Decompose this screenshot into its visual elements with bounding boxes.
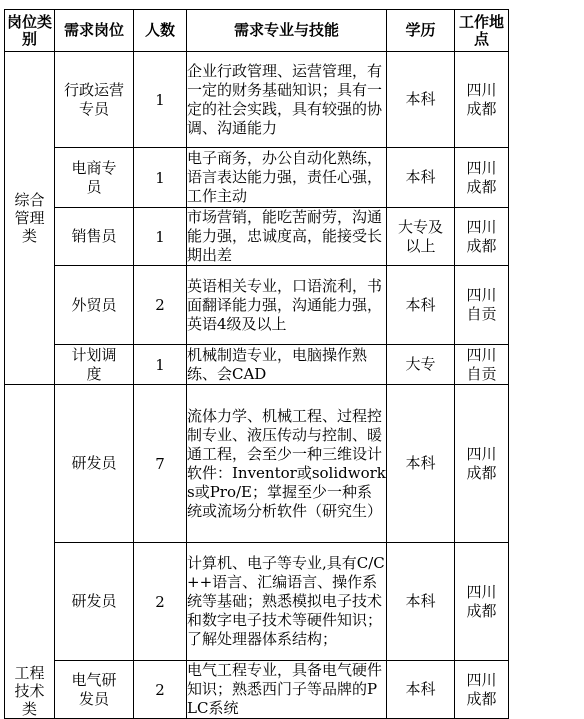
location-city: 成都 — [466, 236, 497, 255]
table-header-row — [5, 10, 509, 52]
location-province: 四川 — [466, 345, 497, 364]
location-cell — [455, 543, 509, 661]
header-count: 人数 — [134, 10, 187, 52]
category-label: 工程技术类 — [14, 664, 45, 718]
location-cell — [455, 148, 509, 208]
education-cell: 本科 — [387, 266, 455, 345]
position-cell — [55, 661, 134, 719]
requirements-cell: 电子商务，办公自动化熟练，语言表达能力强，责任心强，工作主动 — [187, 148, 387, 208]
position-label: 行政运营专员 — [64, 80, 125, 118]
count-cell: 1 — [134, 345, 187, 385]
location-province: 四川 — [466, 286, 497, 304]
position-cell: 研发员 — [55, 385, 134, 543]
table-row — [5, 208, 509, 266]
count-cell: 2 — [134, 543, 187, 661]
table-row — [5, 148, 509, 208]
table-row — [5, 266, 509, 345]
requirements-cell: 电气工程专业，具备电气硬件知识；熟悉西门子等品牌的PLC系统 — [187, 661, 387, 719]
education-label: 大专及以上 — [397, 217, 443, 255]
location-province: 四川 — [466, 670, 497, 689]
location-city: 成都 — [466, 689, 497, 708]
header-location: 工作地点 — [455, 10, 509, 52]
header-position: 需求岗位 — [55, 10, 134, 52]
location-city: 自贡 — [466, 364, 497, 383]
location-cell — [455, 208, 509, 266]
position-cell: 外贸员 — [55, 266, 134, 345]
requirements-cell: 流体力学、机械工程、过程控制专业、液压传动与控制、暖通工程，会至少一种三维设计软件：Inventor或solidworks或Pro/E；掌握至少一种系统或流场分析软件（研究生） — [187, 385, 387, 543]
requirements-cell: 企业行政管理、运营管理，有一定的财务基础知识；具有一定的社会实践，具有较强的协调、沟通能力 — [187, 52, 387, 148]
count-cell: 1 — [134, 208, 187, 266]
location-city: 成都 — [466, 463, 497, 482]
education-cell: 本科 — [387, 52, 455, 148]
location-city: 自贡 — [466, 305, 497, 323]
header-category: 岗位类别 — [5, 10, 55, 52]
count-cell: 2 — [134, 661, 187, 719]
education-cell: 大专 — [387, 345, 455, 385]
location-cell — [455, 52, 509, 148]
location-city: 成都 — [466, 99, 497, 118]
job-requirements-table — [4, 9, 509, 719]
location-cell — [455, 385, 509, 543]
count-cell: 7 — [134, 385, 187, 543]
location-province: 四川 — [466, 444, 497, 463]
position-label: 电气研发员 — [71, 670, 117, 708]
location-cell — [455, 661, 509, 719]
education-cell: 本科 — [387, 543, 455, 661]
requirements-cell: 计算机、电子等专业,具有C/C++语言、汇编语言、操作系统等基础；熟悉模拟电子技术和数字电子技术等硬件知识；了解处理器体系结构； — [187, 543, 387, 661]
table-row — [5, 543, 509, 661]
count-cell: 1 — [134, 52, 187, 148]
education-cell: 本科 — [387, 385, 455, 543]
requirements-cell: 市场营销，能吃苦耐劳，沟通能力强，忠诚度高，能接受长期出差 — [187, 208, 387, 266]
table-row — [5, 385, 509, 543]
education-cell: 本科 — [387, 661, 455, 719]
location-province: 四川 — [466, 582, 497, 601]
category-cell — [5, 52, 55, 385]
header-education: 学历 — [387, 10, 455, 52]
table-row — [5, 345, 509, 385]
location-cell — [455, 266, 509, 345]
position-cell — [55, 345, 134, 385]
position-label: 电商专员 — [71, 158, 117, 196]
location-city: 成都 — [466, 177, 497, 196]
position-cell — [55, 148, 134, 208]
education-cell — [387, 208, 455, 266]
location-province: 四川 — [466, 158, 497, 177]
requirements-cell: 机械制造专业，电脑操作熟练、会CAD — [187, 345, 387, 385]
education-cell: 本科 — [387, 148, 455, 208]
position-label: 计划调度 — [71, 345, 117, 383]
header-requirements: 需求专业与技能 — [187, 10, 387, 52]
category-label: 综合管理类 — [14, 191, 45, 245]
category-cell — [5, 385, 55, 719]
position-cell: 销售员 — [55, 208, 134, 266]
location-province: 四川 — [466, 217, 497, 236]
position-cell — [55, 52, 134, 148]
location-city: 成都 — [466, 601, 497, 620]
table-row — [5, 52, 509, 148]
count-cell: 1 — [134, 148, 187, 208]
location-province: 四川 — [466, 80, 497, 99]
location-cell — [455, 345, 509, 385]
position-cell: 研发员 — [55, 543, 134, 661]
table-row — [5, 661, 509, 719]
requirements-cell: 英语相关专业，口语流利，书面翻译能力强，沟通能力强，英语4级及以上 — [187, 266, 387, 345]
count-cell: 2 — [134, 266, 187, 345]
